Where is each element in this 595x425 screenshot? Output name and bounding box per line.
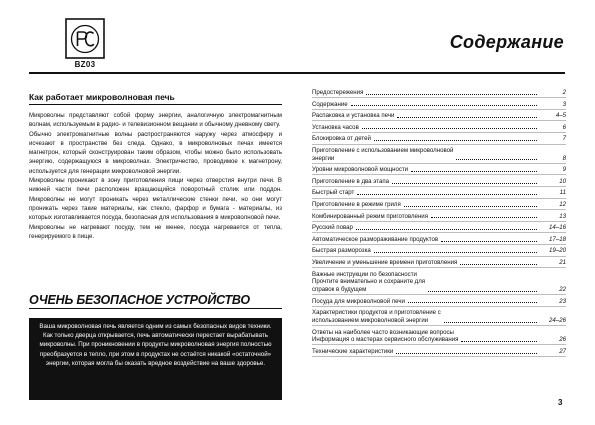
- certification-code: BZ03: [74, 60, 96, 69]
- toc-entry: [312, 201, 566, 210]
- toc-entry: [312, 213, 566, 222]
- toc-entry: [312, 178, 566, 187]
- toc-entry-label: Блокировка от детей: [312, 135, 371, 143]
- toc-entry-label: Распаковка и установка печи: [312, 112, 395, 120]
- toc-entry-page: 7: [562, 135, 566, 143]
- toc-entry-page: 23: [559, 297, 566, 305]
- toc-entry-label: Увеличение и уменьшение времени приготовления: [312, 259, 458, 267]
- toc-entry-page: 3: [562, 100, 566, 108]
- toc-dot-leader: [351, 105, 537, 106]
- toc-entry-label: Быстрая разморозка: [312, 247, 371, 255]
- toc-entry-page: 2: [562, 89, 566, 96]
- toc-entry: [312, 259, 566, 268]
- toc-dot-leader: [397, 117, 537, 118]
- toc-dot-leader: [461, 341, 537, 342]
- toc-dot-leader: [366, 94, 537, 95]
- toc-entry-page: 19–20: [549, 247, 566, 255]
- toc-entry-page: 13: [559, 212, 566, 220]
- safety-text: Ваша микроволновая печь является одним из самых безопасных видов техники. Как только дверца открывается, печь автоматически перестает вырабатывать микроволны. При проникновении в продукты микроволновая энергия полностью преобразуется в тепло, при этом в продуктах не остаётся никакой «остаточной» энергии, которая могла бы оказать вредное воздействие на ваше здоровье.: [39, 323, 272, 367]
- toc-entry-page: 10: [559, 177, 566, 185]
- toc-entry: [312, 271, 566, 296]
- toc-entry-label: Приготовление в режиме гриля: [312, 201, 401, 209]
- toc-entry-label: Быстрый старт: [312, 189, 355, 197]
- toc-entry-page: 17–18: [549, 235, 566, 243]
- toc-dot-leader: [460, 264, 537, 265]
- intro-body: Микроволны представляют собой форму энергии, аналогичную электромагнитным волнам, используемым в радио- и телевизионном вещании и обычному дневному свету. Обычно электромагнитные волны распространяются наружу через атмосферу и исчезают в пространстве без следа. Однако, в микроволновых печах имеется магнетрон, который сконструирован таким образом, чтобы можно было использовать энергию, содержащуюся в микроволнах. Электричество, проводимое к магнетрону, используется для генерации микроволновой энергии. Микроволны проникают в зону приготовления пищи через отверстия внутри печи. В нижней части печи расположен вращающийся поворотный столик или поддон. Микроволны не могут проникать через металлические стенки печи, но они могут проникать через такие материалы, как стекло, фарфор и бумага - материалы, из которых изготавливается посуда, безопасная для использования в микроволновой печи. Микроволны не нагревают посуду, тем не менее, посуда нагревается от тепла, генерируемого в пище.: [29, 112, 282, 240]
- toc-dot-leader: [362, 128, 537, 129]
- safety-title: ОЧЕНЬ БЕЗОПАСНОЕ УСТРОЙСТВО: [29, 293, 282, 309]
- toc-entry-page: 4–5: [555, 112, 566, 120]
- toc-entry: [312, 189, 566, 198]
- toc-entry: [312, 329, 566, 346]
- toc-dot-leader: [392, 183, 537, 184]
- toc-entry: [312, 147, 566, 164]
- page-title: Содержание: [449, 32, 564, 52]
- toc-dot-leader: [374, 140, 537, 141]
- toc-entry: [312, 101, 566, 110]
- toc-dot-leader: [456, 159, 537, 160]
- toc-entry-label: Установка часов: [312, 123, 359, 131]
- toc-entry-page: 12: [559, 201, 566, 209]
- toc-dot-leader: [396, 353, 537, 354]
- toc-entry-page: 14–16: [549, 224, 566, 232]
- toc-entry-label: Приготовление с использованием микроволновой энергии: [312, 146, 454, 162]
- toc-entry: [312, 236, 566, 245]
- toc-entry: [312, 135, 566, 144]
- toc-entry: [312, 247, 566, 256]
- toc-entry-page: 24–26: [549, 316, 566, 324]
- page-number: 3: [558, 398, 563, 407]
- toc-entry-label: Содержание: [312, 100, 348, 108]
- toc-entry: [312, 112, 566, 121]
- toc-entry-label: Автоматическое размораживание продуктов: [312, 235, 439, 243]
- toc-entry: [312, 224, 566, 233]
- toc-dot-leader: [431, 217, 537, 218]
- toc-entry: [312, 348, 566, 357]
- toc-entry-label: Предостережения: [312, 89, 364, 96]
- toc-entry: [312, 89, 566, 98]
- toc-entry-page: 6: [562, 123, 566, 131]
- toc-entry-page: 8: [562, 154, 566, 162]
- toc-entry: [312, 166, 566, 175]
- certification-mark: [63, 18, 107, 70]
- toc-entry-label: Технические характеристики: [312, 347, 394, 355]
- toc-dot-leader: [408, 302, 537, 303]
- toc-entry-label: Уровни микроволновой мощности: [312, 166, 409, 174]
- safety-notice: [29, 318, 282, 400]
- toc-dot-leader: [404, 206, 537, 207]
- toc-entry-page: 26: [559, 336, 566, 344]
- toc-entry-page: 21: [559, 259, 566, 267]
- title-divider: [29, 72, 565, 74]
- toc-entry-label: Посуда для микроволновой печи: [312, 297, 405, 305]
- toc-dot-leader: [356, 229, 537, 230]
- toc-entry-label: Характеристики продуктов и приготовление с использованием микроволновой энергии: [312, 309, 441, 324]
- toc-entry-label: Важные инструкции по безопасности Прочтите внимательно и сохраните для справок в будущем: [312, 270, 426, 294]
- toc-entry-page: 11: [559, 189, 566, 197]
- toc-dot-leader: [428, 291, 537, 292]
- toc-entry: [312, 124, 566, 133]
- toc-dot-leader: [441, 241, 537, 242]
- toc-entry: [312, 298, 566, 307]
- toc-entry-label: Комбинированный режим приготовления: [312, 212, 428, 220]
- toc-dot-leader: [411, 171, 537, 172]
- toc-entry: [312, 309, 566, 326]
- toc-entry-page: 22: [559, 286, 566, 294]
- toc-entry-page: 27: [559, 347, 566, 355]
- toc-entry-page: 9: [562, 166, 566, 174]
- intro-section: [29, 92, 282, 241]
- toc-dot-leader: [357, 194, 537, 195]
- toc-entry-label: Русский повар: [312, 224, 353, 232]
- pct-certification-mark-icon: [63, 18, 107, 60]
- toc-dot-leader: [374, 252, 537, 253]
- intro-heading: Как работает микроволновая печь: [29, 92, 282, 105]
- toc-dot-leader: [444, 322, 537, 323]
- toc-entry-label: Ответы на наиболее часто возникающие вопросы Информация о мастерах сервисного обслуживания: [312, 328, 459, 344]
- toc-entry-label: Приготовление в два этапа: [312, 177, 390, 185]
- table-of-contents: [312, 89, 566, 359]
